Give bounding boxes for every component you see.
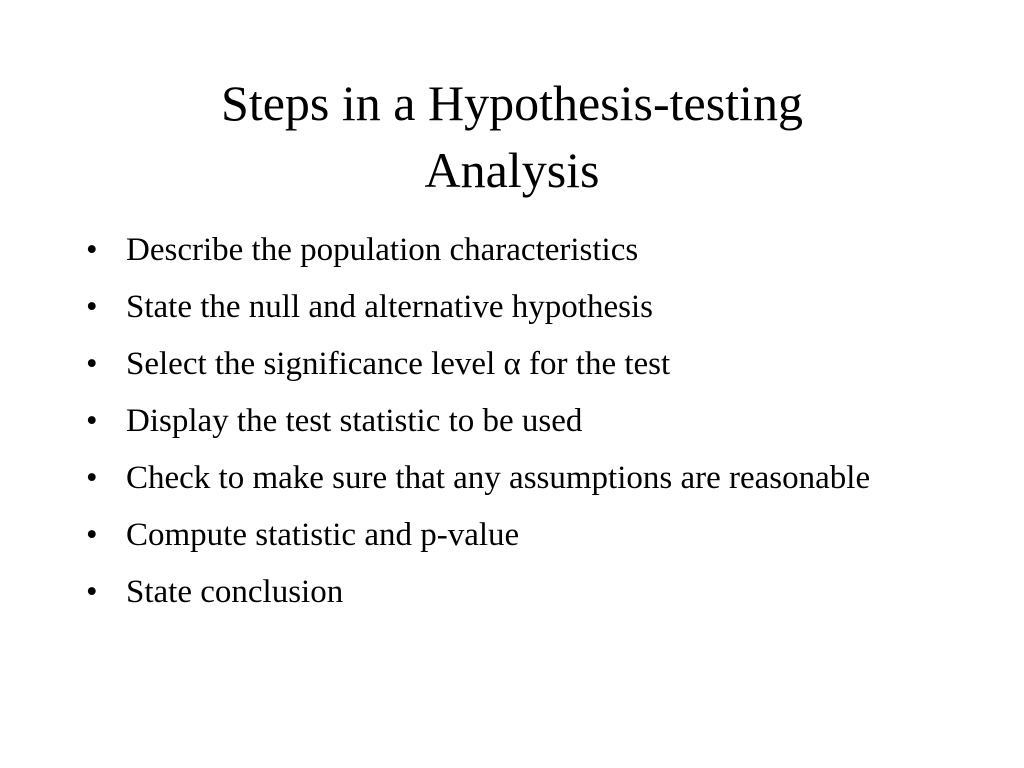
- bullet-item: [86, 570, 886, 615]
- bullet-list: [86, 228, 886, 627]
- bullet-icon: •: [86, 289, 98, 325]
- bullet-icon: •: [86, 403, 98, 439]
- slide-title: [0, 70, 1024, 204]
- bullet-item: [86, 285, 886, 330]
- bullet-text: Display the test statistic to be used: [126, 403, 583, 439]
- bullet-text: Describe the population characteristics: [126, 232, 639, 268]
- bullet-item: [86, 228, 886, 273]
- bullet-icon: •: [86, 232, 98, 268]
- bullet-text: State conclusion: [126, 574, 344, 610]
- bullet-icon: •: [86, 574, 98, 610]
- slide-title-line-1: Steps in a Hypothesis-testing: [221, 75, 803, 131]
- bullet-icon: •: [86, 517, 98, 553]
- bullet-item: [86, 399, 886, 444]
- bullet-text: Select the significance level α for the test: [126, 346, 671, 382]
- slide-title-line-2: Analysis: [424, 142, 600, 198]
- bullet-item: [86, 513, 886, 558]
- bullet-text: State the null and alternative hypothesis: [126, 289, 653, 325]
- bullet-item: [86, 342, 886, 387]
- bullet-text: Check to make sure that any assumptions are reasonable: [126, 460, 871, 496]
- bullet-item: [86, 456, 886, 501]
- bullet-icon: •: [86, 460, 98, 496]
- bullet-icon: •: [86, 346, 98, 382]
- bullet-text: Compute statistic and p-value: [126, 517, 520, 553]
